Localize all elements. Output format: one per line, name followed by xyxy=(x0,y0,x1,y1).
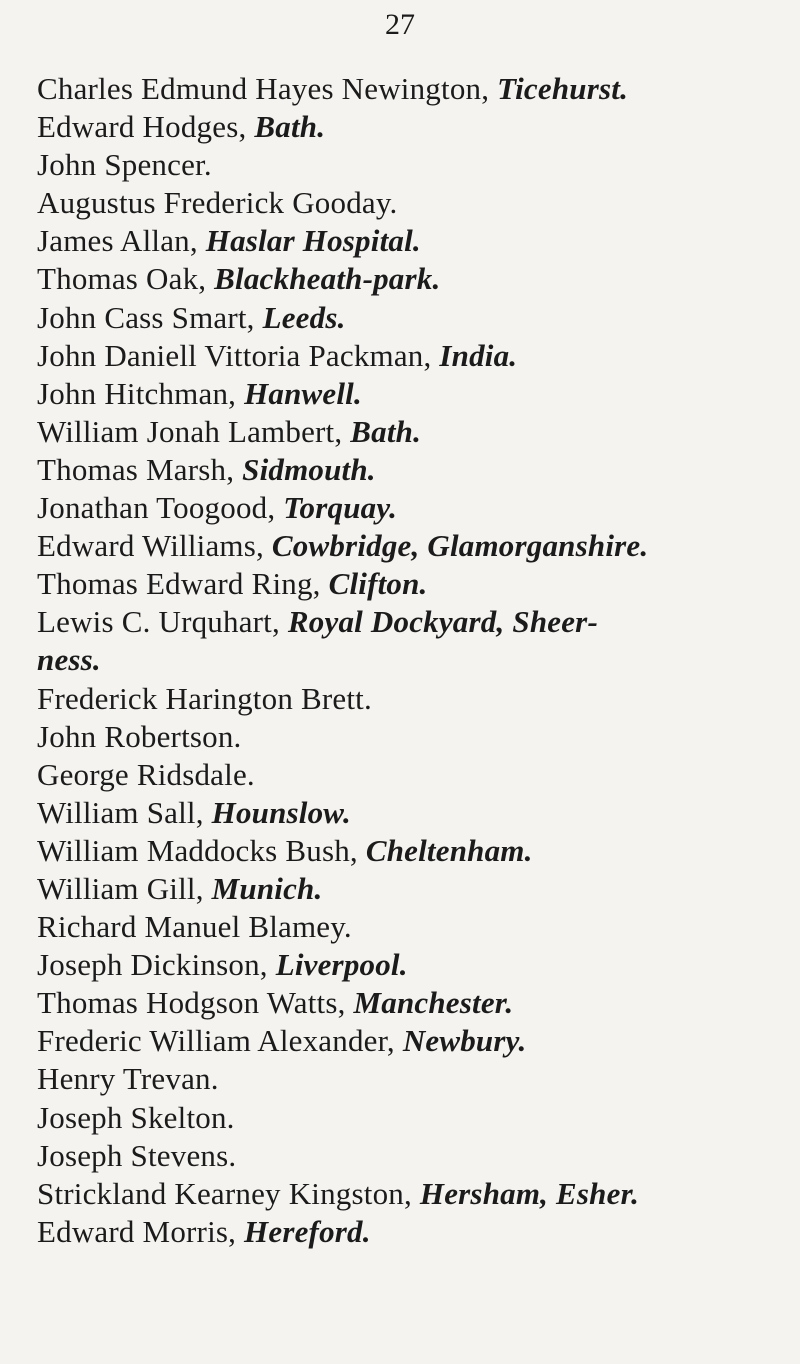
entry-place: Blackheath-park. xyxy=(214,261,441,297)
entry-place: Hereford. xyxy=(244,1213,371,1249)
list-item xyxy=(37,794,777,832)
list-item xyxy=(37,451,777,489)
entry-name: Thomas Edward Ring, xyxy=(37,566,329,602)
entry-name: Charles Edmund Hayes Newington, xyxy=(37,71,498,106)
list-item xyxy=(37,641,777,679)
list-item xyxy=(37,146,777,184)
list-item xyxy=(37,870,777,908)
entry-name: Edward Hodges, xyxy=(37,109,255,145)
list-item xyxy=(37,184,777,222)
list-item xyxy=(37,1213,777,1251)
entry-name: William Maddocks Bush, xyxy=(37,832,366,868)
entry-place: Sidmouth. xyxy=(242,451,376,487)
entry-name: Lewis C. Urquhart, xyxy=(37,604,288,640)
entry-name: Frederic William Alexander, xyxy=(37,1023,403,1059)
entry-name: George Ridsdale. xyxy=(37,756,255,792)
entry-name: Strickland Kearney Kingston, xyxy=(37,1175,420,1211)
list-item xyxy=(37,260,777,298)
list-item xyxy=(37,70,777,108)
list-item xyxy=(37,413,777,451)
entry-name: Frederick Harington Brett. xyxy=(37,680,372,716)
entry-name: William Sall, xyxy=(37,794,212,830)
list-item xyxy=(37,337,777,375)
entry-place: Hanwell. xyxy=(244,375,362,411)
list-item xyxy=(37,946,777,984)
entry-place: Ticehurst. xyxy=(497,71,629,106)
list-item xyxy=(37,108,777,146)
entry-place: Haslar Hospital. xyxy=(205,223,421,259)
entry-place: Cowbridge, Glamorganshire. xyxy=(271,528,649,564)
entry-place: Manchester. xyxy=(353,985,514,1021)
entry-name: John Hitchman, xyxy=(37,375,245,411)
entry-name: Augustus Frederick Gooday. xyxy=(37,185,398,221)
entry-place: Hounslow. xyxy=(211,794,351,830)
entry-name: William Jonah Lambert, xyxy=(37,413,351,449)
list-item xyxy=(37,1175,777,1213)
entry-name: Edward Morris, xyxy=(37,1213,245,1249)
entry-name: John Spencer. xyxy=(37,147,212,183)
list-item xyxy=(37,603,777,641)
entry-name: John Cass Smart, xyxy=(37,299,263,335)
entry-name: John Robertson. xyxy=(37,718,242,754)
entry-name: James Allan, xyxy=(37,223,206,259)
entry-name: Joseph Dickinson, xyxy=(37,947,276,983)
list-item xyxy=(37,375,777,413)
entry-place: India. xyxy=(439,337,518,373)
entry-name: Edward Williams, xyxy=(37,528,272,564)
list-item xyxy=(37,1137,777,1175)
list-item xyxy=(37,718,777,756)
list-item xyxy=(37,489,777,527)
entry-place: Cheltenham. xyxy=(365,832,533,868)
entry-name: Joseph Skelton. xyxy=(37,1099,235,1135)
entry-name: Jonathan Toogood, xyxy=(37,490,284,526)
entry-name: Thomas Marsh, xyxy=(37,451,243,487)
page-number: 27 xyxy=(385,8,415,41)
list-item xyxy=(37,565,777,603)
list-item xyxy=(37,1060,777,1098)
list-item xyxy=(37,908,777,946)
list-item xyxy=(37,299,777,337)
entry-place: Hersham, Esher. xyxy=(419,1175,640,1211)
entry-place: Royal Dockyard, Sheer- xyxy=(287,604,598,640)
list-item xyxy=(37,832,777,870)
entry-name: Joseph Stevens. xyxy=(37,1137,237,1173)
entry-place: Munich. xyxy=(211,870,323,906)
entry-name: Richard Manuel Blamey. xyxy=(37,909,352,945)
entry-place: Bath. xyxy=(350,413,422,449)
list-item xyxy=(37,1099,777,1137)
list-item xyxy=(37,756,777,794)
entry-place: Leeds. xyxy=(262,299,346,335)
list-item xyxy=(37,222,777,260)
entry-name: Henry Trevan. xyxy=(37,1061,219,1097)
name-list xyxy=(37,70,777,1251)
entry-name: Thomas Oak, xyxy=(37,261,215,297)
list-item xyxy=(37,984,777,1022)
entry-place: Clifton. xyxy=(328,566,428,602)
entry-place: Torquay. xyxy=(283,490,398,526)
list-item xyxy=(37,680,777,718)
list-item xyxy=(37,1022,777,1060)
entry-place: Bath. xyxy=(254,109,326,145)
entry-name: William Gill, xyxy=(37,870,212,906)
entry-place: Newbury. xyxy=(402,1023,527,1059)
entry-name: John Daniell Vittoria Packman, xyxy=(37,337,440,373)
entry-place: ness. xyxy=(37,642,101,678)
entry-place: Liverpool. xyxy=(275,947,408,983)
entry-name: Thomas Hodgson Watts, xyxy=(37,985,354,1021)
list-item xyxy=(37,527,777,565)
